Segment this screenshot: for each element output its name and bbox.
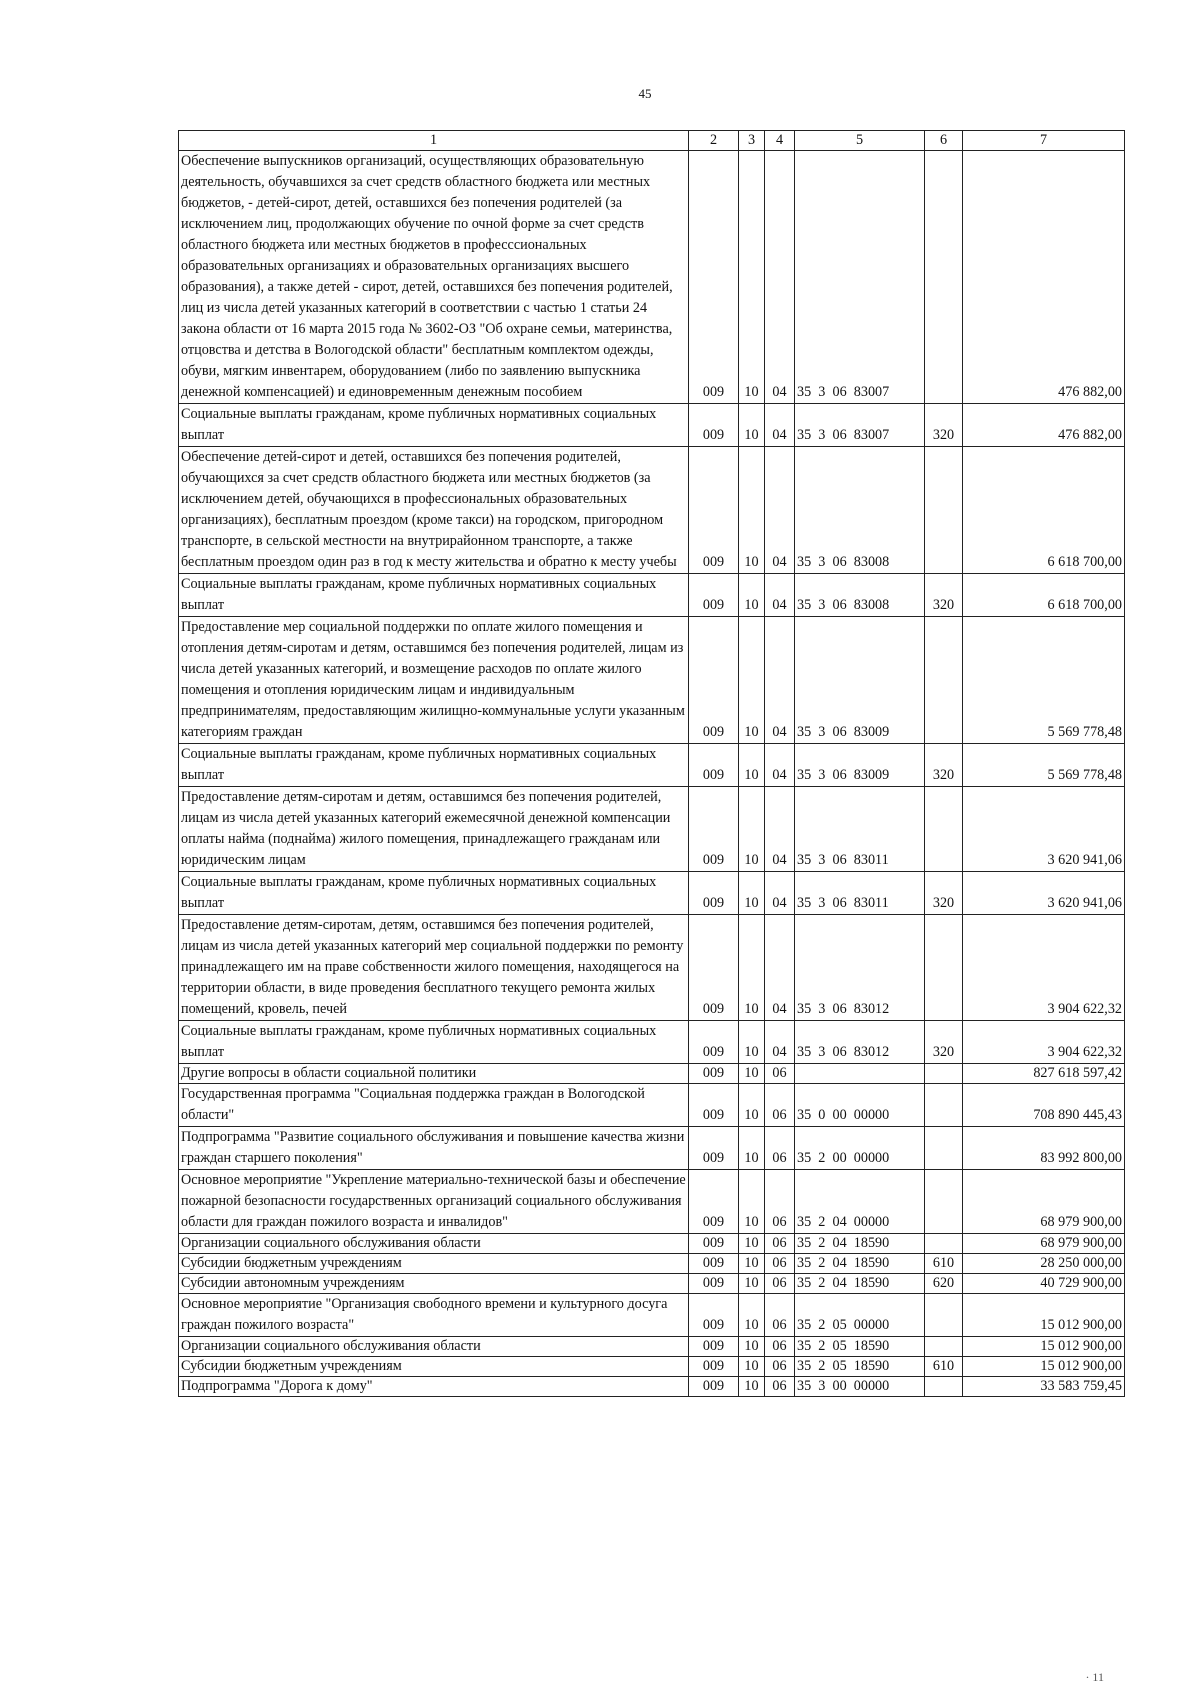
row-name-cell: Субсидии бюджетным учреждениям <box>179 1254 689 1274</box>
target-article-cell: 35 2 04 18590 <box>795 1274 925 1294</box>
amount-cell: 15 012 900,00 <box>963 1357 1125 1377</box>
table-row <box>179 1274 1125 1294</box>
expense-type-cell: 320 <box>925 872 963 915</box>
target-article-cell: 35 3 06 83011 <box>795 787 925 872</box>
amount-cell: 68 979 900,00 <box>963 1170 1125 1234</box>
table-row <box>179 1064 1125 1084</box>
expense-type-cell <box>925 151 963 404</box>
admin-code-cell: 009 <box>689 1357 739 1377</box>
header-col-1: 1 <box>179 131 689 151</box>
amount-cell: 708 890 445,43 <box>963 1084 1125 1127</box>
row-name-cell: Подпрограмма "Развитие социального обслуживания и повышение качества жизни граждан старшего поколения" <box>179 1127 689 1170</box>
section-cell: 10 <box>739 1021 765 1064</box>
admin-code-cell: 009 <box>689 1064 739 1084</box>
target-article-cell: 35 2 05 18590 <box>795 1357 925 1377</box>
header-col-6: 6 <box>925 131 963 151</box>
expense-type-cell <box>925 1170 963 1234</box>
target-article-cell: 35 2 05 18590 <box>795 1337 925 1357</box>
amount-cell: 15 012 900,00 <box>963 1337 1125 1357</box>
amount-cell: 5 569 778,48 <box>963 744 1125 787</box>
target-article-cell: 35 3 00 00000 <box>795 1377 925 1397</box>
expense-type-cell <box>925 787 963 872</box>
target-article-cell: 35 2 04 18590 <box>795 1254 925 1274</box>
admin-code-cell: 009 <box>689 1337 739 1357</box>
subsection-cell: 06 <box>765 1337 795 1357</box>
subsection-cell: 04 <box>765 915 795 1021</box>
subsection-cell: 04 <box>765 404 795 447</box>
row-name-cell: Социальные выплаты гражданам, кроме публичных нормативных социальных выплат <box>179 1021 689 1064</box>
table-row <box>179 404 1125 447</box>
admin-code-cell: 009 <box>689 151 739 404</box>
amount-cell: 3 620 941,06 <box>963 872 1125 915</box>
amount-cell: 6 618 700,00 <box>963 447 1125 574</box>
admin-code-cell: 009 <box>689 617 739 744</box>
section-cell: 10 <box>739 744 765 787</box>
admin-code-cell: 009 <box>689 574 739 617</box>
amount-cell: 6 618 700,00 <box>963 574 1125 617</box>
admin-code-cell: 009 <box>689 1254 739 1274</box>
page-number: 45 <box>638 86 652 101</box>
row-name-cell: Социальные выплаты гражданам, кроме публичных нормативных социальных выплат <box>179 404 689 447</box>
section-cell: 10 <box>739 574 765 617</box>
table-row <box>179 1170 1125 1234</box>
table-row <box>179 1337 1125 1357</box>
amount-cell: 40 729 900,00 <box>963 1274 1125 1294</box>
target-article-cell: 35 3 06 83007 <box>795 404 925 447</box>
table-body <box>179 151 1125 1397</box>
table-header-row <box>179 131 1125 151</box>
row-name-cell: Государственная программа "Социальная поддержка граждан в Вологодской области" <box>179 1084 689 1127</box>
admin-code-cell: 009 <box>689 787 739 872</box>
row-name-cell: Основное мероприятие "Организация свободного времени и культурного досуга граждан пожилого возраста" <box>179 1294 689 1337</box>
header-col-7: 7 <box>963 131 1125 151</box>
amount-cell: 476 882,00 <box>963 404 1125 447</box>
admin-code-cell: 009 <box>689 447 739 574</box>
amount-cell: 3 620 941,06 <box>963 787 1125 872</box>
amount-cell: 83 992 800,00 <box>963 1127 1125 1170</box>
expense-type-cell <box>925 447 963 574</box>
section-cell: 10 <box>739 447 765 574</box>
row-name-cell: Обеспечение детей-сирот и детей, оставшихся без попечения родителей, обучающихся за счет средств областного бюджета или местных бюджетов (за исключением детей, обучающихся в профессиональных образовательных организациях), бесплатным проездом (кроме такси) на городском, пригородном транспорте, в сельской местности на внутрирайонном транспорте, а также бесплатным проездом один раз в год к месту жительства и обратно к месту учебы <box>179 447 689 574</box>
amount-cell: 3 904 622,32 <box>963 915 1125 1021</box>
target-article-cell: 35 0 00 00000 <box>795 1084 925 1127</box>
admin-code-cell: 009 <box>689 1021 739 1064</box>
row-name-cell: Социальные выплаты гражданам, кроме публичных нормативных социальных выплат <box>179 744 689 787</box>
target-article-cell: 35 3 06 83011 <box>795 872 925 915</box>
expense-type-cell: 320 <box>925 1021 963 1064</box>
row-name-cell: Обеспечение выпускников организаций, осуществляющих образовательную деятельность, обучавшихся за счет средств областного бюджета или местных бюджетов, - детей-сирот, детей, оставшихся без попечения родителей (за исключением лиц, продолжающих обучение по очной форме за счет средств областного бюджета или местных бюджетов в професссиональных образовательных организациях и образовательных организациях высшего образования), а также детей - сирот, детей, оставшихся без попечения родителей, лиц из числа детей указанных категорий в соответствии с частью 1 статьи 24 закона области от 16 марта 2015 года № 3602-ОЗ "Об охране семьи, материнства, отцовства и детства в Вологодской области" бесплатным комплектом одежды, обуви, мягким инвентарем, оборудованием (либо по заявлению выпускника денежной компенсацией) и единовременным денежным пособием <box>179 151 689 404</box>
section-cell: 10 <box>739 404 765 447</box>
admin-code-cell: 009 <box>689 1377 739 1397</box>
expense-type-cell <box>925 1337 963 1357</box>
section-cell: 10 <box>739 617 765 744</box>
expense-type-cell: 620 <box>925 1274 963 1294</box>
amount-cell: 28 250 000,00 <box>963 1254 1125 1274</box>
section-cell: 10 <box>739 151 765 404</box>
table-row <box>179 1021 1125 1064</box>
subsection-cell: 06 <box>765 1084 795 1127</box>
expense-type-cell: 610 <box>925 1357 963 1377</box>
table-row <box>179 1254 1125 1274</box>
subsection-cell: 04 <box>765 787 795 872</box>
expense-type-cell <box>925 1127 963 1170</box>
target-article-cell: 35 2 04 18590 <box>795 1234 925 1254</box>
corner-mark: · 11 <box>1085 1670 1104 1684</box>
header-col-5: 5 <box>795 131 925 151</box>
target-article-cell: 35 2 00 00000 <box>795 1127 925 1170</box>
admin-code-cell: 009 <box>689 872 739 915</box>
row-name-cell: Субсидии автономным учреждениям <box>179 1274 689 1294</box>
table-row <box>179 872 1125 915</box>
row-name-cell: Социальные выплаты гражданам, кроме публичных нормативных социальных выплат <box>179 872 689 915</box>
target-article-cell <box>795 1064 925 1084</box>
row-name-cell: Организации социального обслуживания области <box>179 1337 689 1357</box>
section-cell: 10 <box>739 1127 765 1170</box>
target-article-cell: 35 2 05 00000 <box>795 1294 925 1337</box>
subsection-cell: 06 <box>765 1234 795 1254</box>
section-cell: 10 <box>739 1377 765 1397</box>
section-cell: 10 <box>739 1254 765 1274</box>
subsection-cell: 06 <box>765 1064 795 1084</box>
admin-code-cell: 009 <box>689 1170 739 1234</box>
table-row <box>179 1127 1125 1170</box>
subsection-cell: 04 <box>765 744 795 787</box>
table-row <box>179 1084 1125 1127</box>
table-row <box>179 915 1125 1021</box>
target-article-cell: 35 2 04 00000 <box>795 1170 925 1234</box>
expense-type-cell: 320 <box>925 404 963 447</box>
target-article-cell: 35 3 06 83009 <box>795 744 925 787</box>
amount-cell: 476 882,00 <box>963 151 1125 404</box>
row-name-cell: Субсидии бюджетным учреждениям <box>179 1357 689 1377</box>
expense-type-cell <box>925 1064 963 1084</box>
subsection-cell: 06 <box>765 1127 795 1170</box>
subsection-cell: 06 <box>765 1254 795 1274</box>
section-cell: 10 <box>739 1234 765 1254</box>
row-name-cell: Основное мероприятие "Укрепление материально-технической базы и обеспечение пожарной безопасности государственных организаций социального обслуживания области для граждан пожилого возраста и инвалидов" <box>179 1170 689 1234</box>
table-row <box>179 1234 1125 1254</box>
table-row <box>179 1377 1125 1397</box>
expense-type-cell: 610 <box>925 1254 963 1274</box>
target-article-cell: 35 3 06 83007 <box>795 151 925 404</box>
row-name-cell: Другие вопросы в области социальной политики <box>179 1064 689 1084</box>
section-cell: 10 <box>739 1337 765 1357</box>
amount-cell: 827 618 597,42 <box>963 1064 1125 1084</box>
table-row <box>179 574 1125 617</box>
admin-code-cell: 009 <box>689 404 739 447</box>
expense-type-cell <box>925 1377 963 1397</box>
subsection-cell: 06 <box>765 1377 795 1397</box>
table-row <box>179 1294 1125 1337</box>
subsection-cell: 04 <box>765 1021 795 1064</box>
target-article-cell: 35 3 06 83008 <box>795 574 925 617</box>
row-name-cell: Подпрограмма "Дорога к дому" <box>179 1377 689 1397</box>
expense-type-cell <box>925 617 963 744</box>
table-row <box>179 151 1125 404</box>
expense-type-cell: 320 <box>925 574 963 617</box>
subsection-cell: 04 <box>765 872 795 915</box>
expense-type-cell <box>925 1234 963 1254</box>
expense-type-cell <box>925 1084 963 1127</box>
section-cell: 10 <box>739 787 765 872</box>
target-article-cell: 35 3 06 83008 <box>795 447 925 574</box>
subsection-cell: 06 <box>765 1294 795 1337</box>
budget-table <box>178 130 1125 1397</box>
subsection-cell: 04 <box>765 617 795 744</box>
section-cell: 10 <box>739 1084 765 1127</box>
amount-cell: 68 979 900,00 <box>963 1234 1125 1254</box>
target-article-cell: 35 3 06 83009 <box>795 617 925 744</box>
table-row <box>179 744 1125 787</box>
admin-code-cell: 009 <box>689 744 739 787</box>
row-name-cell: Социальные выплаты гражданам, кроме публичных нормативных социальных выплат <box>179 574 689 617</box>
expense-type-cell <box>925 1294 963 1337</box>
row-name-cell: Организации социального обслуживания области <box>179 1234 689 1254</box>
subsection-cell: 04 <box>765 151 795 404</box>
table-row <box>179 617 1125 744</box>
subsection-cell: 06 <box>765 1274 795 1294</box>
subsection-cell: 04 <box>765 447 795 574</box>
section-cell: 10 <box>739 1274 765 1294</box>
admin-code-cell: 009 <box>689 1294 739 1337</box>
subsection-cell: 04 <box>765 574 795 617</box>
table-row <box>179 787 1125 872</box>
target-article-cell: 35 3 06 83012 <box>795 915 925 1021</box>
admin-code-cell: 009 <box>689 1234 739 1254</box>
admin-code-cell: 009 <box>689 915 739 1021</box>
section-cell: 10 <box>739 872 765 915</box>
amount-cell: 15 012 900,00 <box>963 1294 1125 1337</box>
table-row <box>179 1357 1125 1377</box>
amount-cell: 3 904 622,32 <box>963 1021 1125 1064</box>
header-col-2: 2 <box>689 131 739 151</box>
expense-type-cell: 320 <box>925 744 963 787</box>
section-cell: 10 <box>739 915 765 1021</box>
section-cell: 10 <box>739 1170 765 1234</box>
subsection-cell: 06 <box>765 1170 795 1234</box>
section-cell: 10 <box>739 1357 765 1377</box>
section-cell: 10 <box>739 1064 765 1084</box>
row-name-cell: Предоставление детям-сиротам и детям, оставшимся без попечения родителей, лицам из числа детей указанных категорий ежемесячной денежной компенсации оплаты найма (поднайма) жилого помещения, принадлежащего гражданам или юридическим лицам <box>179 787 689 872</box>
amount-cell: 5 569 778,48 <box>963 617 1125 744</box>
section-cell: 10 <box>739 1294 765 1337</box>
admin-code-cell: 009 <box>689 1084 739 1127</box>
row-name-cell: Предоставление мер социальной поддержки по оплате жилого помещения и отопления детям-сиротам и детям, оставшимся без попечения родителей, лицам из числа детей указанных категорий, и возмещение расходов по оплате жилого помещения и отопления юридическим лицам и индивидуальным предпринимателям, предоставляющим жилищно-коммунальные услуги указанным категориям граждан <box>179 617 689 744</box>
header-col-3: 3 <box>739 131 765 151</box>
expense-type-cell <box>925 915 963 1021</box>
row-name-cell: Предоставление детям-сиротам, детям, оставшимся без попечения родителей, лицам из числа детей указанных категорий мер социальной поддержки по ремонту принадлежащего им на праве собственности жилого помещения, находящегося на территории области, в виде проведения бесплатного текущего ремонта жилых помещений, кровель, печей <box>179 915 689 1021</box>
subsection-cell: 06 <box>765 1357 795 1377</box>
amount-cell: 33 583 759,45 <box>963 1377 1125 1397</box>
header-col-4: 4 <box>765 131 795 151</box>
target-article-cell: 35 3 06 83012 <box>795 1021 925 1064</box>
table-row <box>179 447 1125 574</box>
admin-code-cell: 009 <box>689 1127 739 1170</box>
admin-code-cell: 009 <box>689 1274 739 1294</box>
